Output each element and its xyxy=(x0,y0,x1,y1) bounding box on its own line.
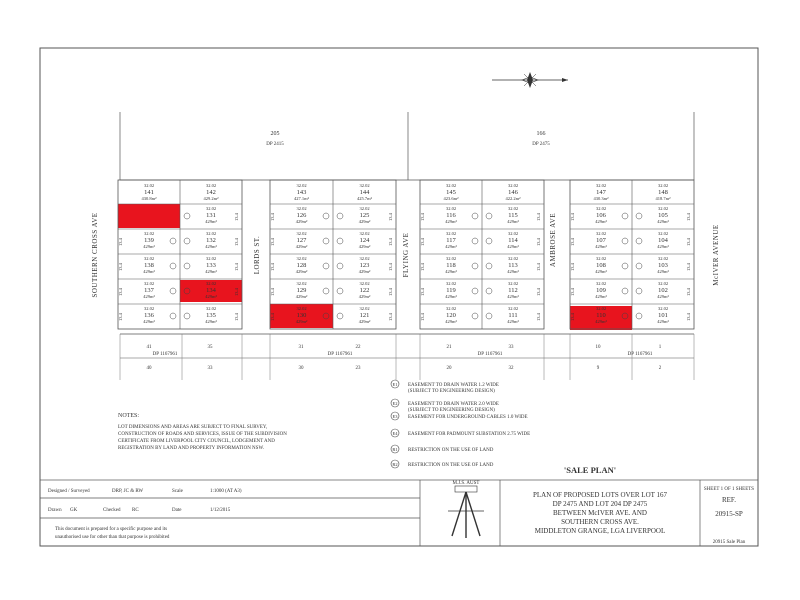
lot-area: 429m² xyxy=(657,269,669,274)
easement-marker-icon xyxy=(622,238,628,244)
existing-lot-number: 10 xyxy=(595,345,601,350)
lot-number: 146 xyxy=(508,189,518,196)
lot-frontage: 32.02 xyxy=(657,206,669,211)
easement-marker-icon xyxy=(636,288,642,294)
lot-frontage: 32.02 xyxy=(143,256,155,261)
easement-marker-icon xyxy=(337,263,343,269)
easement-marker-icon xyxy=(636,238,642,244)
lot-depth: 13.4 xyxy=(234,288,239,296)
lot-number: 135 xyxy=(206,312,216,319)
easement-marker-icon xyxy=(323,288,329,294)
lot-depth: 13.4 xyxy=(686,288,691,296)
lot-area: 429m² xyxy=(657,219,669,224)
lot-frontage: 32.02 xyxy=(507,231,519,236)
road-mciver: McIVER AVENUE xyxy=(712,224,720,286)
lot-frontage: 32.02 xyxy=(205,281,217,286)
existing-lot-number: 33 xyxy=(207,366,213,371)
lot-area: 429m² xyxy=(445,294,457,299)
lot-depth: 13.4 xyxy=(270,213,275,221)
lot-number: 103 xyxy=(658,262,668,269)
lot-depth: 13.4 xyxy=(388,263,393,271)
lot-number: 139 xyxy=(144,237,154,244)
lot-area: 429m² xyxy=(507,269,519,274)
notes-line: REGISTRATION BY LAND AND PROPERTY INFORMATION NSW. xyxy=(118,446,264,451)
lot-area: 429m² xyxy=(205,269,217,274)
file-name: 20915 Sale Plan xyxy=(712,540,746,545)
scale-value: 1:1000 (AT A3) xyxy=(210,489,242,494)
lot-depth: 13.4 xyxy=(388,238,393,246)
top-lot-166-dp: DP 2475 xyxy=(532,142,550,147)
lot-depth: 13.4 xyxy=(388,288,393,296)
lot-frontage: 32.02 xyxy=(595,281,607,286)
logo-text: M.J.S. AUST xyxy=(452,481,480,486)
existing-lot-number: 23 xyxy=(355,366,361,371)
lot-area: 429m² xyxy=(295,294,308,299)
lot-depth: 13.4 xyxy=(234,263,239,271)
existing-lot-number: 20 xyxy=(446,366,452,371)
plan-title-line: SOUTHERN CROSS AVE. xyxy=(561,518,639,526)
lot-depth: 13.4 xyxy=(536,238,541,246)
lot-area: 429m² xyxy=(143,244,155,249)
lot-frontage: 32.02 xyxy=(445,281,457,286)
lot-frontage: 32.02 xyxy=(595,231,607,236)
lot-area: 429m² xyxy=(143,294,155,299)
lot-area: 423.6m² xyxy=(443,196,459,201)
lot-number: 145 xyxy=(446,189,456,196)
lot-area: 429.2m² xyxy=(203,196,219,201)
lot-depth: 13.4 xyxy=(570,263,575,271)
lot-number: 115 xyxy=(508,212,518,219)
lot-number: 119 xyxy=(446,287,456,294)
lot-area: 430.8m² xyxy=(141,196,157,201)
lot-depth: 13.4 xyxy=(570,313,575,321)
lot-depth: 13.4 xyxy=(570,288,575,296)
legend-text: EASEMENT TO DRAIN WATER 1.2 WIDE xyxy=(408,383,499,388)
lot-depth: 13.4 xyxy=(536,213,541,221)
existing-lot-number: 31 xyxy=(298,345,304,350)
easement-marker-icon xyxy=(636,313,642,319)
lot-number: 101 xyxy=(658,312,668,319)
easement-marker-icon xyxy=(486,263,492,269)
lot-number: 116 xyxy=(446,212,456,219)
top-lot-205: 205 xyxy=(270,131,280,137)
lot-frontage: 32.02 xyxy=(507,206,519,211)
lot-area: 429m² xyxy=(358,219,371,224)
lot-depth: 13.4 xyxy=(686,238,691,246)
lot-number: 138 xyxy=(144,262,154,269)
ref-label: REF. xyxy=(721,496,737,504)
easement-marker-icon xyxy=(472,263,478,269)
easement-marker-icon xyxy=(486,238,492,244)
lot-number: 141 xyxy=(144,189,154,196)
legend-code: R2 xyxy=(392,461,398,467)
lot-area: 429m² xyxy=(507,244,519,249)
lot-depth: 13.4 xyxy=(234,313,239,321)
legend-text: EASEMENT FOR UNDERGROUND CABLES 1.0 WIDE xyxy=(408,415,528,420)
lot-area: 429m² xyxy=(507,219,519,224)
top-lot-166: 166 xyxy=(536,131,546,137)
lot-area: 429m² xyxy=(295,319,308,324)
lot-number: 123 xyxy=(359,262,370,269)
easement-marker-icon xyxy=(472,238,478,244)
existing-lot-number: 22 xyxy=(355,345,361,350)
easement-marker-icon xyxy=(622,213,628,219)
existing-lot-number: 33 xyxy=(508,345,514,350)
lot-number: 108 xyxy=(596,262,606,269)
road-lords: LORDS ST. xyxy=(253,235,261,275)
ref-value: 20915-SP xyxy=(715,510,743,518)
lot-number: 143 xyxy=(296,189,307,196)
lot-area: 429m² xyxy=(295,219,308,224)
lot-frontage: 32.02 xyxy=(205,206,217,211)
lot-block-b xyxy=(270,180,396,329)
lot-area: 429m² xyxy=(657,294,669,299)
lot-depth: 13.4 xyxy=(420,288,425,296)
lot-area: 429m² xyxy=(205,319,217,324)
legend-text: RESTRICTION ON THE USE OF LAND xyxy=(408,463,494,468)
lot-area: 429m² xyxy=(358,269,371,274)
easement-marker-icon xyxy=(170,263,176,269)
lot-depth: 13.4 xyxy=(388,213,393,221)
plan-title-line: MIDDLETON GRANGE, LGA LIVERPOOL xyxy=(534,527,666,535)
easement-marker-icon xyxy=(486,313,492,319)
lot-area: 429m² xyxy=(657,244,669,249)
lot-number: 110 xyxy=(596,312,606,319)
lot-area: 429m² xyxy=(205,219,217,224)
existing-lot-number: 9 xyxy=(596,366,600,371)
lot-depth: 13.4 xyxy=(420,213,425,221)
easement-marker-icon xyxy=(472,313,478,319)
lot-number: 113 xyxy=(508,262,518,269)
checked-value: RC xyxy=(132,508,139,513)
lot-number: 127 xyxy=(296,237,307,244)
lot-area: 430.3m² xyxy=(593,196,609,201)
lot-frontage: 32.02 xyxy=(296,281,307,286)
plan-title-line: PLAN OF PROPOSED LOTS OVER LOT 167 xyxy=(532,491,668,499)
lot-number: 122 xyxy=(359,287,370,294)
lot-frontage: 32.02 xyxy=(359,231,370,236)
lot-area: 429m² xyxy=(445,269,457,274)
easement-marker-icon xyxy=(486,288,492,294)
easement-marker-icon xyxy=(337,313,343,319)
lot-frontage: 32.02 xyxy=(445,306,457,311)
top-lot-205-dp: DP 2415 xyxy=(266,142,284,147)
existing-dp-label: DP 1167961 xyxy=(627,352,653,357)
lot-number: 109 xyxy=(596,287,606,294)
lot-frontage: 32.02 xyxy=(296,306,307,311)
lot-frontage: 32.02 xyxy=(657,231,669,236)
notes-line: LOT DIMENSIONS AND AREAS ARE SUBJECT TO FINAL SURVEY, xyxy=(118,425,268,430)
legend-code: E1 xyxy=(392,381,398,387)
existing-lot-number: 40 xyxy=(146,366,152,371)
lot-number: 132 xyxy=(206,237,216,244)
lot-depth: 13.4 xyxy=(234,238,239,246)
lot-number: 111 xyxy=(508,312,518,319)
lot-number: 107 xyxy=(596,237,606,244)
sheet-count: SHEET 1 OF 1 SHEETS xyxy=(703,487,755,492)
lot-area: 427.1m² xyxy=(294,196,309,201)
lot-frontage: 32.02 xyxy=(359,306,370,311)
lot-depth: 13.4 xyxy=(536,313,541,321)
lot-frontage: 32.02 xyxy=(359,281,370,286)
lot-depth: 13.4 xyxy=(686,263,691,271)
lot-frontage: 32.02 xyxy=(445,256,457,261)
lot-number: 144 xyxy=(359,189,370,196)
lot-number: 124 xyxy=(359,237,370,244)
lot-depth: 13.4 xyxy=(388,313,393,321)
notes-line: CONSTRUCTION OF ROADS AND SERVICES, ISSUE OF THE SUBDIVISION xyxy=(118,432,287,437)
lot-frontage: 32.02 xyxy=(595,183,607,188)
easement-marker-icon xyxy=(184,263,190,269)
easement-marker-icon xyxy=(184,213,190,219)
road-flying: FLYING AVE xyxy=(402,232,410,278)
lot-area: 429m² xyxy=(595,294,607,299)
easement-marker-icon xyxy=(486,213,492,219)
lot-block-d xyxy=(570,180,694,330)
plan-title-line: BETWEEN McIVER AVE. AND xyxy=(553,509,647,517)
legend-text: EASEMENT FOR PADMOUNT SUBSTATION 2.75 WIDE xyxy=(408,432,531,437)
existing-dp-label: DP 1167961 xyxy=(327,352,353,357)
lot-frontage: 32.02 xyxy=(657,183,669,188)
easement-marker-icon xyxy=(636,213,642,219)
lot-area: 425.7m² xyxy=(357,196,372,201)
designed-label: Designed / Surveyed xyxy=(48,489,90,494)
date-value: 1/12/2015 xyxy=(210,508,231,513)
lot-number: 142 xyxy=(206,189,216,196)
easement-marker-icon xyxy=(337,238,343,244)
lot-area: 418.7m² xyxy=(655,196,671,201)
legend-code: E4 xyxy=(392,430,398,436)
lot-frontage: 32.02 xyxy=(359,256,370,261)
lot-area: 429m² xyxy=(595,219,607,224)
drawn-label: Drawn xyxy=(48,508,62,513)
lot-number: 104 xyxy=(658,237,668,244)
lot-area: 429m² xyxy=(143,269,155,274)
lot-area: 429m² xyxy=(295,244,308,249)
lot-frontage: 32.02 xyxy=(445,206,457,211)
legend-text: EASEMENT TO DRAIN WATER 2.0 WIDE xyxy=(408,402,499,407)
lot-number: 133 xyxy=(206,262,216,269)
lot-depth: 13.4 xyxy=(118,313,123,321)
lot-area: 422.2m² xyxy=(505,196,521,201)
lot-area: 429m² xyxy=(507,319,519,324)
lot-number: 117 xyxy=(446,237,456,244)
easement-marker-icon xyxy=(170,238,176,244)
lot-frontage: 32.02 xyxy=(445,183,457,188)
lot-number: 121 xyxy=(359,312,370,319)
easement-marker-icon xyxy=(636,263,642,269)
lot-depth: 13.4 xyxy=(686,213,691,221)
lot-depth: 13.4 xyxy=(118,238,123,246)
drawn-value: GK xyxy=(70,508,78,513)
lot-number: 147 xyxy=(596,189,606,196)
lot-area: 429m² xyxy=(295,269,308,274)
easement-marker-icon xyxy=(323,213,329,219)
lot-frontage: 32.02 xyxy=(143,183,155,188)
lot-depth: 13.4 xyxy=(118,263,123,271)
easement-marker-icon xyxy=(323,238,329,244)
lot-area: 429m² xyxy=(595,319,607,324)
lot-number: 105 xyxy=(658,212,668,219)
lot-block-a xyxy=(118,180,242,329)
parent-lot-boundaries xyxy=(120,112,694,180)
lot-depth: 13.4 xyxy=(118,288,123,296)
lot-number: 106 xyxy=(596,212,606,219)
lot-frontage: 32.02 xyxy=(296,206,307,211)
disclaimer-line: This document is prepared for a specific purpose and its xyxy=(55,527,168,532)
lot-number: 128 xyxy=(296,262,307,269)
lot-frontage: 32.02 xyxy=(296,256,307,261)
lot-frontage: 32.02 xyxy=(205,256,217,261)
lot-depth: 13.4 xyxy=(270,313,275,321)
existing-dp-label: DP 1167961 xyxy=(152,352,178,357)
existing-lot-number: 21 xyxy=(446,345,452,350)
lot-number: 136 xyxy=(144,312,154,319)
lot-area: 429m² xyxy=(358,294,371,299)
lot-block-c xyxy=(420,180,544,329)
existing-lot-number: 35 xyxy=(207,345,213,350)
lot-depth: 13.4 xyxy=(420,263,425,271)
lot-frontage: 32.02 xyxy=(507,256,519,261)
lot-depth: 13.4 xyxy=(570,213,575,221)
lot-number: 125 xyxy=(359,212,370,219)
lot-area: 429m² xyxy=(205,294,217,299)
lot-number: 130 xyxy=(296,312,307,319)
notes-line: CERTIFICATE FROM LIVERPOOL CITY COUNCIL, LODGEMENT AND xyxy=(118,439,275,444)
lot-depth: 13.4 xyxy=(270,238,275,246)
existing-lot-number: 2 xyxy=(658,366,662,371)
scale-label: Scale xyxy=(172,489,183,494)
lot-frontage: 32.02 xyxy=(296,183,307,188)
lot-area: 429m² xyxy=(143,319,155,324)
easement-marker-icon xyxy=(184,313,190,319)
lot-frontage: 32.02 xyxy=(205,306,217,311)
legend-code: R1 xyxy=(392,446,398,452)
lot-number: 137 xyxy=(144,287,154,294)
disclaimer-line: unauthorised use for other than that purpose is prohibited xyxy=(55,535,170,540)
existing-lot-number: 41 xyxy=(146,345,152,350)
date-label: Date xyxy=(172,508,182,513)
lot-number: 114 xyxy=(508,237,518,244)
legend-subtext: (SUBJECT TO ENGINEERING DESIGN) xyxy=(408,408,495,413)
lot-depth: 13.4 xyxy=(234,213,239,221)
easement-marker-icon xyxy=(337,288,343,294)
lot-number: 134 xyxy=(206,287,216,294)
lot-area: 429m² xyxy=(445,319,457,324)
lot-number: 120 xyxy=(446,312,456,319)
easement-legend xyxy=(391,380,530,468)
existing-lot-number: 32 xyxy=(508,366,514,371)
lot-frontage: 32.02 xyxy=(296,231,307,236)
lot-frontage: 32.02 xyxy=(143,306,155,311)
lot-area: 429m² xyxy=(205,244,217,249)
lot-number: 126 xyxy=(296,212,307,219)
lot-depth: 13.4 xyxy=(420,238,425,246)
easement-marker-icon xyxy=(170,313,176,319)
legend-subtext: (SUBJECT TO ENGINEERING DESIGN) xyxy=(408,389,495,394)
lot-number: 131 xyxy=(206,212,216,219)
lot-depth: 13.4 xyxy=(686,313,691,321)
lot-number: 148 xyxy=(658,189,668,196)
lot-frontage: 32.02 xyxy=(445,231,457,236)
easement-marker-icon xyxy=(622,263,628,269)
lot-area: 429m² xyxy=(507,294,519,299)
lot-frontage: 32.02 xyxy=(359,183,370,188)
lot-depth: 13.4 xyxy=(570,238,575,246)
legend-text: RESTRICTION ON THE USE OF LAND xyxy=(408,448,494,453)
easement-marker-icon xyxy=(170,288,176,294)
lot-depth: 13.4 xyxy=(270,288,275,296)
road-southern-cross: SOUTHERN CROSS AVE xyxy=(91,212,99,298)
highlighted-lot xyxy=(118,204,180,228)
easement-marker-icon xyxy=(622,288,628,294)
lot-frontage: 32.02 xyxy=(595,306,607,311)
lot-area: 429m² xyxy=(358,319,371,324)
notes-heading: NOTES: xyxy=(118,413,139,419)
existing-lots-bottom xyxy=(120,334,694,380)
lot-frontage: 32.02 xyxy=(595,206,607,211)
lot-frontage: 32.02 xyxy=(595,256,607,261)
lot-area: 429m² xyxy=(595,244,607,249)
lot-number: 129 xyxy=(296,287,307,294)
lot-frontage: 32.02 xyxy=(657,256,669,261)
lot-depth: 13.4 xyxy=(536,288,541,296)
easement-marker-icon xyxy=(184,238,190,244)
lot-frontage: 32.02 xyxy=(507,306,519,311)
lot-area: 429m² xyxy=(358,244,371,249)
lot-frontage: 32.02 xyxy=(143,281,155,286)
lot-depth: 13.4 xyxy=(420,313,425,321)
legend-code: E2 xyxy=(392,400,398,406)
lot-number: 112 xyxy=(508,287,518,294)
easement-marker-icon xyxy=(323,263,329,269)
existing-dp-label: DP 1167961 xyxy=(477,352,503,357)
easement-marker-icon xyxy=(472,288,478,294)
easement-marker-icon xyxy=(337,213,343,219)
lot-depth: 13.4 xyxy=(536,263,541,271)
easement-marker-icon xyxy=(472,213,478,219)
lot-frontage: 32.02 xyxy=(205,231,217,236)
lot-frontage: 32.02 xyxy=(657,281,669,286)
lot-area: 429m² xyxy=(445,219,457,224)
legend-code: E3 xyxy=(392,413,398,419)
lot-frontage: 32.02 xyxy=(143,231,155,236)
lot-number: 118 xyxy=(446,262,456,269)
existing-lot-number: 1 xyxy=(658,345,662,350)
road-ambrose: AMBROSE AVE xyxy=(549,212,557,268)
lot-frontage: 32.02 xyxy=(359,206,370,211)
lot-area: 429m² xyxy=(595,269,607,274)
lot-depth: 13.4 xyxy=(270,263,275,271)
lot-frontage: 32.02 xyxy=(205,183,217,188)
tripod-logo-icon xyxy=(448,486,484,538)
designed-value: DRP, JC & RW xyxy=(112,489,144,494)
lot-area: 429m² xyxy=(657,319,669,324)
existing-lot-number: 30 xyxy=(298,366,304,371)
north-arrow-icon xyxy=(492,72,568,88)
lot-frontage: 32.02 xyxy=(507,183,519,188)
checked-label: Checked xyxy=(103,508,121,513)
plan-title-line: DP 2475 AND LOT 204 DP 2475 xyxy=(552,500,648,508)
lot-area: 429m² xyxy=(445,244,457,249)
lot-number: 102 xyxy=(658,287,668,294)
lot-frontage: 32.02 xyxy=(507,281,519,286)
sale-plan-label: 'SALE PLAN' xyxy=(563,465,617,475)
lot-frontage: 32.02 xyxy=(657,306,669,311)
